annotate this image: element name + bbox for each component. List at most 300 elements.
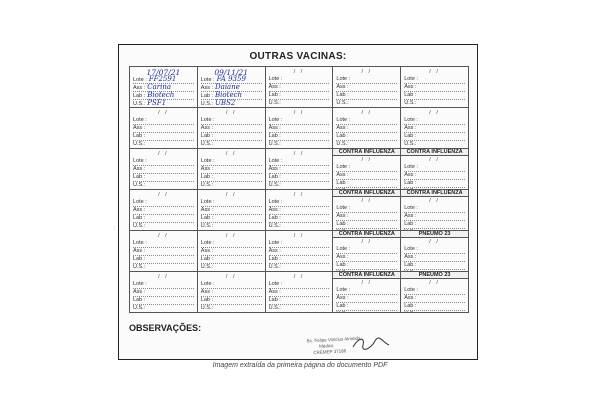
cell-header: CONTRA INFLUENZA: [401, 190, 468, 197]
field-label: Lab :: [133, 215, 146, 221]
cell-date: / /: [361, 69, 373, 75]
field-us: [201, 264, 262, 272]
field-lab: [133, 133, 194, 141]
vaccine-cell: [266, 272, 334, 313]
field-lab: [201, 256, 262, 264]
vaccine-cell: [198, 67, 266, 108]
field-label: Lab :: [404, 180, 417, 186]
field-label: U.S.:: [200, 223, 214, 229]
field-ass: [336, 125, 397, 133]
cell-date: / /: [225, 233, 237, 239]
field-label: Lab :: [133, 256, 146, 262]
vaccine-cell: [401, 231, 469, 272]
field-ass: [269, 84, 330, 92]
cell-date: / /: [225, 110, 237, 116]
field-ass: [201, 289, 262, 297]
field-lab: [201, 297, 262, 305]
field-us: [133, 141, 194, 149]
field-label: Ass :: [200, 85, 214, 91]
field-label: U.S.:: [133, 305, 146, 311]
field-label: Lote :: [404, 76, 418, 82]
field-ass: [201, 207, 262, 215]
field-label: Lab :: [404, 303, 417, 309]
field-label: Lote :: [404, 117, 418, 123]
vaccine-cell: [333, 272, 401, 313]
field-us: [133, 182, 194, 190]
field-lab: [133, 256, 194, 264]
field-ass: [201, 125, 262, 133]
field-lote: [201, 117, 262, 125]
field-label: Lab :: [200, 256, 214, 262]
field-lab: [269, 215, 330, 223]
field-label: Lote :: [404, 205, 418, 211]
field-us: [133, 223, 194, 231]
field-us: [269, 305, 330, 313]
field-label: Ass :: [268, 84, 281, 90]
vaccine-cell: [130, 231, 198, 272]
field-ass: [269, 166, 330, 174]
field-label: U.S.:: [268, 305, 281, 311]
cell-date: / /: [293, 192, 305, 198]
field-label: Ass :: [404, 125, 417, 131]
field-lab: [201, 215, 262, 223]
cell-date: / /: [429, 69, 440, 75]
field-lab: [336, 303, 397, 311]
field-lab: [133, 174, 194, 182]
cell-date: / /: [225, 151, 237, 157]
vaccine-cell: [333, 67, 401, 108]
field-label: Ass :: [200, 125, 214, 131]
field-label: Lote :: [133, 158, 147, 164]
field-label: U.S.:: [404, 100, 417, 106]
field-lab: [269, 174, 330, 182]
field-us: [201, 141, 262, 149]
vaccine-cell: [266, 67, 334, 108]
field-label: Lote :: [336, 117, 351, 123]
field-label: Ass :: [404, 213, 417, 219]
cell-date: / /: [361, 110, 373, 116]
scan-mark: :: [114, 226, 116, 232]
field-lab: [133, 215, 194, 223]
field-label: Ass :: [404, 84, 417, 90]
field-label: Lab :: [200, 93, 214, 99]
field-ass: [404, 172, 465, 180]
field-lote: [133, 240, 194, 248]
field-label: Lote :: [336, 287, 351, 293]
field-label: Lote :: [133, 199, 147, 205]
stamp-line-1: Bc. Felipe Vinicius Almeida: [306, 335, 361, 344]
stamp-line-2: Médico: [318, 343, 334, 349]
field-us: [269, 264, 330, 272]
cell-date: / /: [158, 110, 169, 116]
cell-date: / /: [225, 274, 237, 280]
field-us: [269, 100, 330, 108]
field-lote: [404, 164, 465, 172]
vaccine-cell: [333, 190, 401, 231]
field-label: U.S.:: [200, 101, 214, 107]
cell-date: / /: [293, 151, 305, 157]
cell-date: / /: [293, 69, 305, 75]
field-label: Lab :: [200, 174, 214, 180]
field-label: Ass :: [336, 295, 349, 301]
cell-header: CONTRA INFLUENZA: [333, 231, 400, 238]
field-ass: [336, 295, 397, 303]
field-label: Ass :: [200, 248, 214, 254]
field-ass: [133, 289, 194, 297]
vaccine-cell: [266, 231, 334, 272]
vaccine-cell: [198, 108, 266, 149]
cell-date: / /: [361, 198, 373, 204]
field-label: Ass :: [336, 84, 349, 90]
cell-date: / /: [429, 110, 440, 116]
field-us: [133, 305, 194, 313]
field-label: Ass :: [133, 289, 146, 295]
cell-header: CONTRA INFLUENZA: [401, 149, 468, 156]
cell-date: / /: [293, 274, 305, 280]
field-us: [336, 141, 397, 149]
field-label: Lab :: [404, 221, 417, 227]
field-label: Ass :: [133, 248, 146, 254]
field-label: Lote :: [200, 158, 215, 164]
field-label: Ass :: [268, 166, 281, 172]
field-label: Lote :: [268, 199, 283, 205]
field-label: Lab :: [336, 303, 349, 309]
field-label: Ass :: [133, 207, 146, 213]
field-label: U.S.:: [268, 100, 281, 106]
field-label: Lab :: [268, 92, 281, 98]
field-label: Ass :: [133, 125, 146, 131]
caption: Imagem extraída da primeira página do documento PDF: [212, 362, 388, 369]
cell-date: / /: [429, 157, 440, 163]
handwritten-value: FA 9359: [216, 75, 246, 83]
field-label: Ass :: [200, 166, 214, 172]
field-label: [404, 311, 416, 313]
field-lote: [404, 287, 465, 295]
field-lab: [336, 92, 397, 100]
field-label: Lab :: [133, 297, 146, 303]
field-lab: [404, 133, 465, 141]
field-lote: [336, 76, 397, 84]
cell-date: / /: [361, 157, 373, 163]
field-ass: [133, 166, 194, 174]
cell-date: / /: [293, 110, 305, 116]
field-label: Lab :: [404, 262, 417, 268]
field-lab: [269, 256, 330, 264]
field-lab: [336, 180, 397, 188]
handwritten-value: Biotech: [215, 91, 243, 99]
field-lote: [133, 117, 194, 125]
handwritten-value: Carina: [147, 83, 172, 91]
field-label: Lab :: [268, 215, 281, 221]
field-label: Lote :: [133, 281, 147, 287]
field-label: U.S.:: [133, 101, 146, 107]
cell-date: / /: [158, 274, 169, 280]
field-label: Lote :: [133, 240, 147, 246]
field-label: U.S.:: [268, 141, 281, 147]
field-label: Ass :: [268, 289, 281, 295]
field-lote: [269, 240, 330, 248]
field-label: Lote :: [200, 117, 215, 123]
handwritten-value: UBS2: [215, 99, 236, 107]
field-lote: [269, 76, 330, 84]
field-label: Ass :: [404, 295, 417, 301]
cell-date: 09/11/21: [214, 68, 249, 77]
field-label: U.S.:: [268, 223, 281, 229]
field-label: Lab :: [133, 93, 146, 99]
cell-date: / /: [158, 151, 169, 157]
field-label: Lote :: [404, 164, 418, 170]
field-label: Lab :: [268, 133, 281, 139]
vaccine-cell: [401, 272, 469, 313]
field-label: Lab :: [200, 133, 214, 139]
field-label: Lab :: [133, 133, 146, 139]
vaccine-cell: [130, 67, 198, 108]
field-label: Lote :: [268, 240, 283, 246]
field-label: Lab :: [336, 221, 349, 227]
field-us: [201, 305, 262, 313]
field-label: Ass :: [133, 85, 146, 91]
field-label: U.S.:: [268, 264, 281, 270]
field-label: Ass :: [336, 172, 349, 178]
cell-date: / /: [361, 239, 373, 245]
field-lote: [133, 199, 194, 207]
field-label: Lab :: [200, 297, 214, 303]
vaccine-cell: [333, 108, 401, 149]
field-label: U.S.:: [336, 141, 349, 147]
field-label: Lote :: [404, 246, 418, 252]
field-label: Lab :: [336, 133, 349, 139]
field-ass: [269, 125, 330, 133]
cell-date: / /: [429, 280, 440, 286]
vaccine-cell: [198, 231, 266, 272]
field-lab: [201, 174, 262, 182]
page-title: OUTRAS VACINAS:: [249, 51, 347, 62]
field-lote: [404, 205, 465, 213]
field-us: [269, 141, 330, 149]
field-label: U.S.:: [133, 264, 146, 270]
field-lab: [269, 297, 330, 305]
cell-header: CONTRA INFLUENZA: [333, 190, 400, 197]
field-us: [201, 223, 262, 231]
field-lote: [336, 164, 397, 172]
field-lote: [201, 281, 262, 289]
field-label: Lote :: [268, 117, 283, 123]
field-label: Ass :: [200, 289, 214, 295]
field-label: U.S.:: [268, 182, 281, 188]
field-label: U.S.:: [200, 182, 214, 188]
cell-date: / /: [225, 192, 237, 198]
handwritten-value: Daiane: [215, 83, 240, 91]
field-label: Ass :: [268, 125, 281, 131]
field-label: Lote :: [133, 77, 147, 83]
field-label: Lote :: [133, 117, 147, 123]
field-label: Lote :: [336, 76, 351, 82]
field-label: Ass :: [133, 166, 146, 172]
field-lote: [201, 240, 262, 248]
cell-date: / /: [429, 198, 440, 204]
field-lab: [404, 221, 465, 229]
field-us: [269, 223, 330, 231]
cell-date: / /: [293, 233, 305, 239]
field-lote: [133, 281, 194, 289]
field-label: Lote :: [404, 287, 418, 293]
vaccination-card: [118, 44, 478, 360]
field-label: Lote :: [336, 246, 351, 252]
field-label: Lab :: [336, 262, 349, 268]
vaccine-grid: [129, 66, 469, 313]
field-ass: [269, 289, 330, 297]
vaccine-cell: [198, 149, 266, 190]
vaccine-cell: [198, 272, 266, 313]
handwritten-value: Biotech: [147, 91, 175, 99]
signature-image: [351, 333, 391, 353]
field-label: Lote :: [336, 164, 351, 170]
field-label: U.S.:: [200, 141, 214, 147]
field-lote: [269, 281, 330, 289]
cell-header: PNEUMO 23: [401, 272, 468, 279]
vaccine-cell: [333, 149, 401, 190]
field-lote: [336, 246, 397, 254]
field-label: Ass :: [336, 213, 349, 219]
field-label: Lote :: [200, 281, 215, 287]
field-lab: [133, 297, 194, 305]
field-label: Ass :: [268, 248, 281, 254]
field-label: Lote :: [200, 240, 215, 246]
field-lote: [336, 117, 397, 125]
field-label: [336, 311, 348, 313]
field-lote: [269, 158, 330, 166]
field-label: Lote :: [200, 77, 215, 83]
cell-date: 17/07/21: [146, 68, 181, 77]
field-label: U.S.:: [200, 264, 214, 270]
field-label: Ass :: [404, 172, 417, 178]
field-lote: [404, 246, 465, 254]
stamp-line-3: CREMEP 37186: [313, 348, 347, 356]
field-ass: [404, 213, 465, 221]
observations-label: OBSERVAÇÕES:: [129, 323, 202, 333]
field-lote: [269, 199, 330, 207]
vaccine-cell: [130, 190, 198, 231]
field-lote: [133, 158, 194, 166]
field-label: U.S.:: [133, 223, 146, 229]
cell-date: / /: [361, 280, 373, 286]
field-lab: [201, 133, 262, 141]
field-lab: [269, 92, 330, 100]
field-lote: [336, 287, 397, 295]
vaccine-cell: [266, 108, 334, 149]
field-ass: [133, 248, 194, 256]
field-ass: [201, 248, 262, 256]
cell-date: / /: [158, 233, 169, 239]
field-us: [336, 311, 397, 313]
field-us: [404, 141, 465, 149]
vaccine-cell: [130, 108, 198, 149]
field-ass: [201, 166, 262, 174]
field-ass: [133, 207, 194, 215]
field-label: Lote :: [268, 281, 283, 287]
field-label: U.S.:: [404, 141, 417, 147]
field-ass: [404, 84, 465, 92]
field-ass: [269, 207, 330, 215]
field-lab: [336, 221, 397, 229]
field-label: Lote :: [268, 76, 283, 82]
field-label: Lab :: [200, 215, 214, 221]
cell-header: PNEUMO 23: [401, 231, 468, 238]
cell-header: CONTRA INFLUENZA: [333, 149, 400, 156]
cell-date: / /: [429, 239, 440, 245]
field-label: Lab :: [268, 174, 281, 180]
field-lab: [404, 303, 465, 311]
field-label: Lab :: [336, 92, 349, 98]
field-lote: [201, 199, 262, 207]
field-label: Lab :: [268, 256, 281, 262]
field-us: [404, 311, 465, 313]
handwritten-value: FF2591: [148, 75, 177, 83]
field-ass: [404, 125, 465, 133]
field-label: U.S.:: [133, 182, 146, 188]
vaccine-cell: [333, 231, 401, 272]
field-label: U.S.:: [133, 141, 146, 147]
field-us: [336, 100, 397, 108]
field-label: Ass :: [336, 254, 349, 260]
field-label: Lab :: [268, 297, 281, 303]
field-us: [201, 182, 262, 190]
cell-date: / /: [158, 192, 169, 198]
vaccine-cell: [198, 190, 266, 231]
field-lab: [404, 92, 465, 100]
field-lab: [336, 262, 397, 270]
field-ass: [336, 213, 397, 221]
vaccine-cell: [401, 108, 469, 149]
vaccine-cell: [401, 67, 469, 108]
field-label: Lab :: [336, 180, 349, 186]
field-us: [133, 264, 194, 272]
field-lab: [404, 180, 465, 188]
vaccine-cell: [401, 149, 469, 190]
field-us: [133, 100, 194, 108]
field-lote: [269, 117, 330, 125]
field-label: Ass :: [200, 207, 214, 213]
vaccine-cell: [266, 190, 334, 231]
field-label: Lab :: [404, 92, 417, 98]
vaccine-cell: [401, 190, 469, 231]
field-us: [404, 100, 465, 108]
field-label: U.S.:: [200, 305, 214, 311]
field-label: Ass :: [336, 125, 349, 131]
field-us: [201, 100, 262, 108]
field-us: [269, 182, 330, 190]
field-label: Ass :: [268, 207, 281, 213]
field-label: Lote :: [268, 158, 283, 164]
field-ass: [269, 248, 330, 256]
field-lab: [269, 133, 330, 141]
field-lote: [404, 76, 465, 84]
field-lab: [336, 133, 397, 141]
field-ass: [404, 295, 465, 303]
field-ass: [336, 84, 397, 92]
field-label: Lote :: [336, 205, 351, 211]
field-ass: [336, 172, 397, 180]
handwritten-value: PSF1: [147, 99, 167, 107]
field-ass: [336, 254, 397, 262]
field-lab: [404, 262, 465, 270]
field-lote: [404, 117, 465, 125]
vaccine-cell: [130, 149, 198, 190]
field-label: Lab :: [404, 133, 417, 139]
field-label: U.S.:: [336, 100, 349, 106]
field-lote: [201, 158, 262, 166]
cell-header: CONTRA INFLUENZA: [333, 272, 400, 279]
